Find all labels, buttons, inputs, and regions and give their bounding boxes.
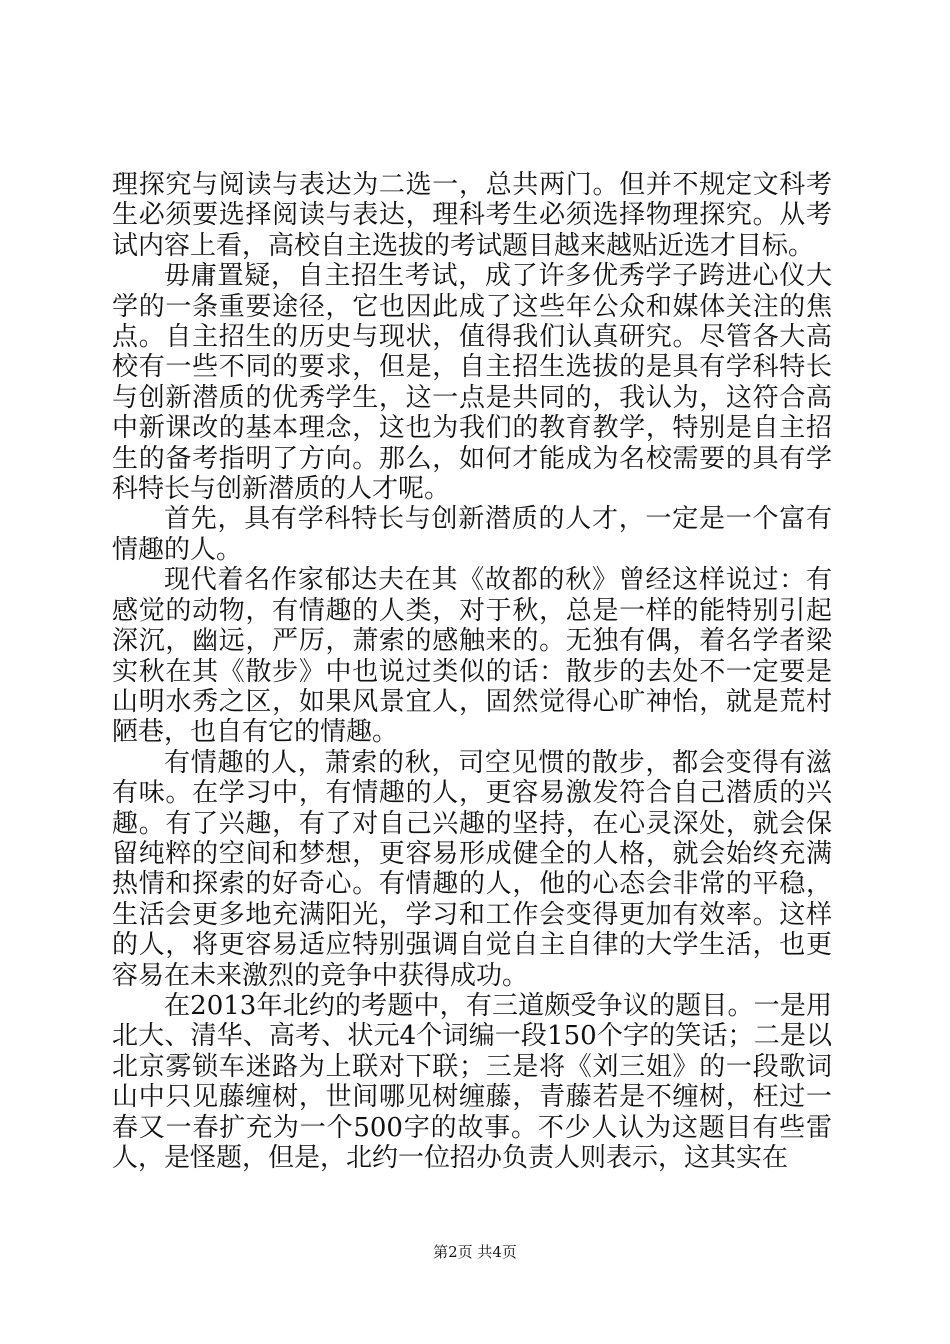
- body-text: [112, 170, 832, 1173]
- paragraph-2: 毋庸置疑，自主招生考试，成了许多优秀学子跨进心仪大学的一条重要途径，它也因此成了这些年公众和媒体关注的焦点。自主招生的历史与现状，值得我们认真研究。尽管各大高校有一些不同的要求，但是，自主招生选拔的是具有学科特长与创新潜质的优秀学生，这一点是共同的，我认为，这符合高中新课改的基本理念，这也为我们的教育教学，特别是自主招生的备考指明了方向。那么，如何才能成为名校需要的具有学科特长与创新潜质的人才呢。: [112, 261, 832, 505]
- page-number-footer: 第2页 共4页: [433, 1243, 517, 1261]
- paragraph-3: 首先，具有学科特长与创新潜质的人才，一定是一个富有情趣的人。: [112, 504, 832, 565]
- paragraph-6: 在2013年北约的考题中，有三道颇受争议的题目。一是用北大、清华、高考、状元4个词编一段150个字的笑话；二是以北京雾锁车迷路为上联对下联；三是将《刘三姐》的一段歌词山中只见藤缠树，世间哪见树缠藤，青藤若是不缠树，枉过一春又一春扩充为一个500字的故事。不少人认为这题目有些雷人，是怪题，但是，北约一位招办负责人则表示，这其实在: [112, 990, 832, 1173]
- paragraph-1: 理探究与阅读与表达为二选一，总共两门。但并不规定文科考生必须要选择阅读与表达，理科考生必须选择物理探究。从考试内容上看，高校自主选拔的考试题目越来越贴近选才目标。: [112, 170, 832, 261]
- paragraph-4: 现代着名作家郁达夫在其《故都的秋》曾经这样说过：有感觉的动物，有情趣的人类，对于秋，总是一样的能特别引起深沉，幽远，严厉，萧索的感触来的。无独有偶，着名学者梁实秋在其《散步》中也说过类似的话：散步的去处不一定要是山明水秀之区，如果风景宜人，固然觉得心旷神怡，就是荒村陋巷，也自有它的情趣。: [112, 565, 832, 748]
- paragraph-5: 有情趣的人，萧索的秋，司空见惯的散步，都会变得有滋有味。在学习中，有情趣的人，更容易激发符合自己潜质的兴趣。有了兴趣，有了对自己兴趣的坚持，在心灵深处，就会保留纯粹的空间和梦想，更容易形成健全的人格，就会始终充满热情和探索的好奇心。有情趣的人，他的心态会非常的平稳，生活会更多地充满阳光，学习和工作会变得更加有效率。这样的人，将更容易适应特别强调自觉自主自律的大学生活，也更容易在未来激烈的竞争中获得成功。: [112, 747, 832, 991]
